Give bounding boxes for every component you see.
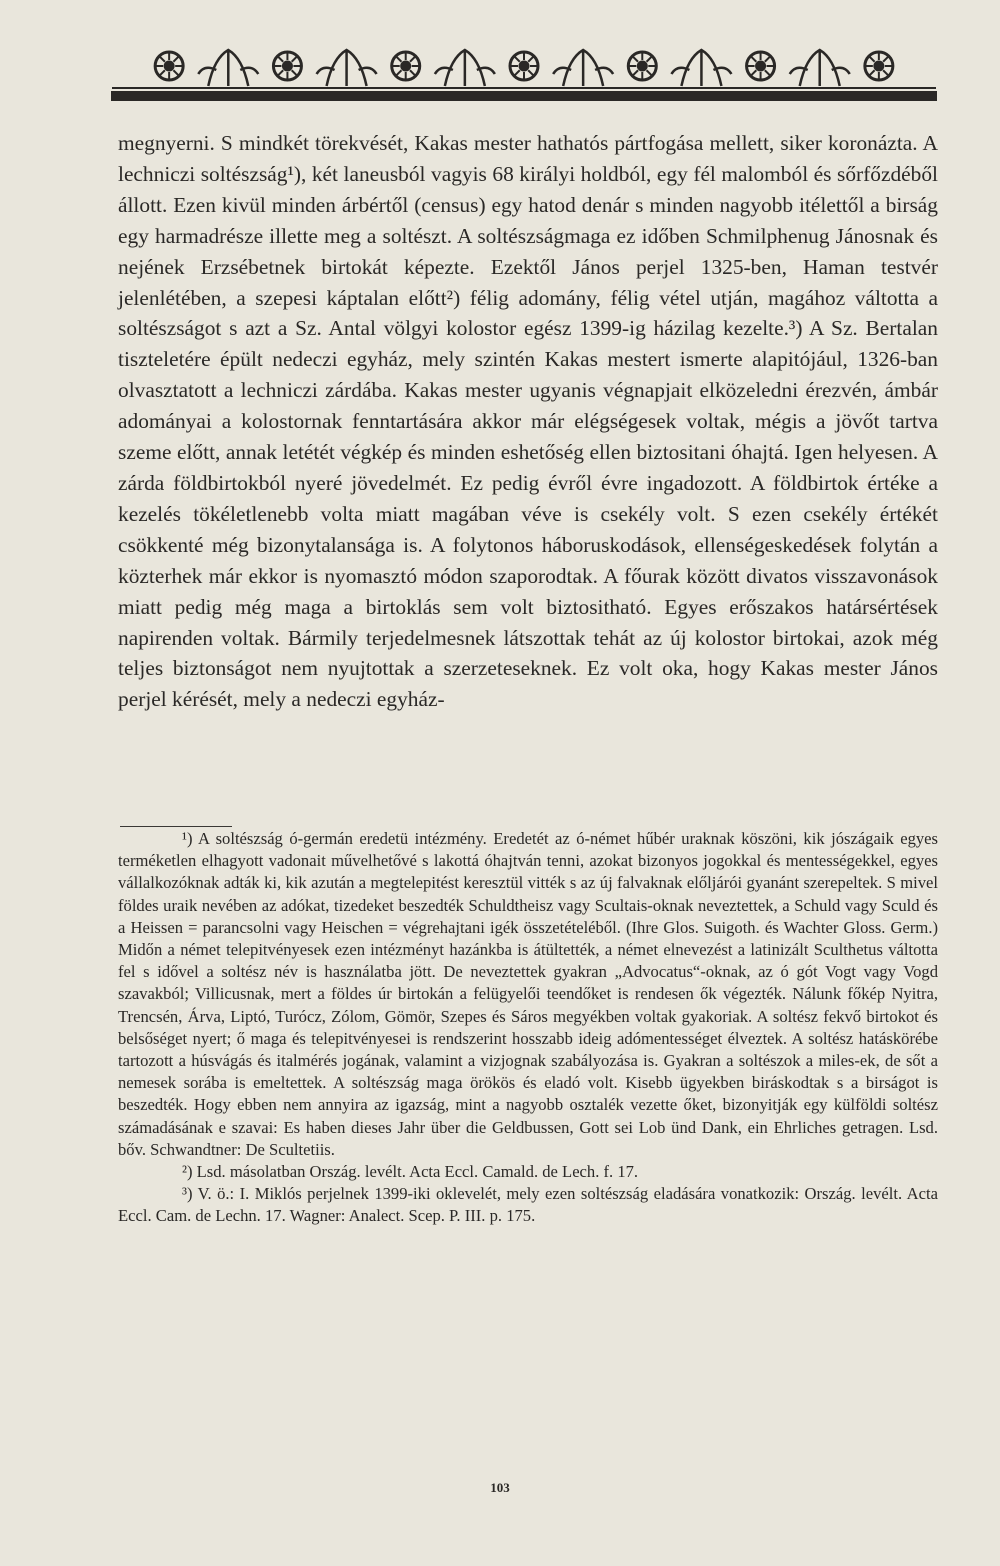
rosette-petal	[515, 57, 520, 62]
rosette-petal	[278, 70, 283, 75]
rosette-petal	[647, 70, 652, 75]
rosette-petal	[173, 70, 178, 75]
main-text	[118, 128, 938, 715]
rosette-petal	[870, 70, 875, 75]
rosette-petal	[292, 70, 297, 75]
page-number: 103	[490, 1480, 510, 1495]
rosette-petal	[870, 57, 875, 62]
rosette-petal	[883, 57, 888, 62]
leaf-ornament	[553, 50, 613, 86]
rosette-petal	[397, 57, 402, 62]
rosette-center	[519, 61, 529, 71]
rosette-petal	[765, 57, 770, 62]
main-paragraph: megnyerni. S mindkét törekvését, Kakas mester hathatós pártfogása mellett, siker koronázta. A lechniczi soltészság¹), két laneusból vagyis 68 királyi holdból, egy fél malomból és sőrfőzdéből állott. Ezen kivül minden árbértől (census) egy hatod denár s minden nagyobb itélettől a birság egy harmadrésze illette meg a soltészt. A soltészságmaga ez időben Schmilphenug Jánosnak és nejének Erzsébetnek birtokát képezte. Ezektől János perjel 1325-ben, Haman testvér jelenlétében, a szepesi káptalan előtt²) félig adomány, félig vétel utján, magához váltotta a soltészságot s azt a Sz. Antal völgyi kolostor egész 1399-ig házilag kezelte.³) A Sz. Bertalan tiszteletére épült nedeczi egyház, mely szintén Kakas mestert ismerte alapitójául, 1326-ban olvasztatott a lechniczi zárdába. Kakas mester ugyanis végnapjait elközeledni érezvén, ámbár adományai a kolostornak fenntartására akkor már elégségesek voltak, mégis a jövőt tartva szeme előtt, annak letétét végkép és minden eshetőség ellen biztositani óhajtá. Igen helyesen. A zárda földbirtokból nyeré jövedelmét. Ez pedig évről évre ingadozott. A földbirtok értéke a kezelés tökéletlenebb volta miatt magában véve is csekély volt. S ezen csekély értékét csökkenté még bizonytalansága is. A folytonos háboruskodások, ellenségeskedések folytán a közterhek már ekkor is nyomasztó módon szaporodtak. A főurak között divatos visszavonások miatt pedig még maga a birtoklás sem volt biztositható. Egyes erőszakos határsértések napirenden voltak. Bármily terjedelmesnek látszottak tehát az új kolostor birtokai, azok még teljes biztonságot nem nyujtottak a szerzeteseknek. Ez volt oka, hogy Kakas mester János perjel kérését, mely a nedeczi egyház-	[118, 131, 938, 712]
rosette-petal	[647, 57, 652, 62]
footnote-separator	[120, 826, 232, 827]
rosette-center	[637, 61, 647, 71]
rosette-petal	[515, 70, 520, 75]
leaf-ornament	[671, 50, 731, 86]
footnote-2: ²) Lsd. másolatban Ország. levélt. Acta Eccl. Camald. de Lech. f. 17.	[182, 1162, 639, 1182]
rosette-petal	[160, 57, 165, 62]
floral-border-ornament-icon	[110, 40, 938, 104]
rosette-petal	[397, 70, 402, 75]
rosette-center	[282, 61, 292, 71]
rosette-petal	[528, 57, 533, 62]
rosette-petal	[410, 57, 415, 62]
rosette-petal	[633, 57, 638, 62]
rosette-petal	[173, 57, 178, 62]
rosette-petal	[410, 70, 415, 75]
rosette-center	[401, 61, 411, 71]
footnote-1: ¹) A soltészság ó-germán eredetü intézmény. Eredetét az ó-német hűbér uraknak köszöni, kik jószágaik egyes terméketlen elhagyott vadonait művelhetővé s lakottá óhajtván tenni, azokat bizonyos jogokkal és mentességekkel, egyes vállalkozóknak adták ki, kik azután a megtelepitést keresztül vitték s az új falvaknak előljárói gyanánt szerepeltek. S mivel földes uraik nevében az adókat, tizedeket beszedték Schuldtheisz vagy Scultais-oknak neveztettek, a Schuld vagy Sculd és a Heissen = parancsolni vagy Heischen = végrehajtani igék összetételéből. (Ihre Glos. Suigoth. és Wachter Gloss. Germ.) Midőn a német telepitvényesek ezen intézményt hazánkba is átültették, a német elnevezést a latinizált Sculthetus váltotta fel s idővel a soltész név is használatba jött. De neveztettek gyakran „Advocatus“-oknak, az ó gót Vogt vagy Vogd szavakból; Villicusnak, mert a földes úr birtokán a felügyelői teendőket is rendesen ők végezték. Nálunk főkép Nyitra, Trencsén, Árva, Liptó, Turócz, Zólom, Gömör, Szepes és Sáros megyékben voltak gyakoriak. A soltész fekvő birtokot és belsőséget nyert; ő maga és telepitvényesei is rendszerint hosszabb ideig adómentességet élveztek. A soltész hatáskörébe tartozott a húsvágás és italmérés jogának, valamint a vizjognak szabályozása is. Gyakran a soltészok a miles-ek, de sőt a nemesek sorába is emeltettek. A soltészság maga örökös és eladó volt. Kisebb ügyekben biráskodtak s a birságot is beszedték. Hogy ebben nem annyira az igazság, mint a nagyobb osztalék vezette őket, bizonyitják egy külföldi soltész számadásának e szavai: Es haben dieses Jahr über die Geldbussen, Gott sei Lob ünd Dank, ein Ehrliches getragen. Lsd. bőv. Schwandtner: De Scultetiis.	[118, 829, 938, 1159]
leaf-ornament	[317, 50, 377, 86]
footnote-3: ³) V. ö.: I. Miklós perjelnek 1399-iki oklevelét, mely ezen soltészság eladására vonatkozik: Ország. levélt. Acta Eccl. Cam. de Lechn. 17. Wagner: Analect. Scep. P. III. p. 175.	[118, 1184, 938, 1226]
leaf-ornament	[435, 50, 495, 86]
rosette-petal	[751, 57, 756, 62]
rosette-center	[756, 61, 766, 71]
rosette-petal	[292, 57, 297, 62]
rosette-petal	[765, 70, 770, 75]
rosette-petal	[278, 57, 283, 62]
leaf-ornament	[790, 50, 850, 86]
rosette-center	[164, 61, 174, 71]
rosette-petal	[883, 70, 888, 75]
leaf-ornament	[198, 50, 258, 86]
rosette-center	[874, 61, 884, 71]
rosette-petal	[528, 70, 533, 75]
rosette-petal	[160, 70, 165, 75]
rosette-petal	[751, 70, 756, 75]
rosette-petal	[633, 70, 638, 75]
footnotes	[118, 828, 938, 1228]
